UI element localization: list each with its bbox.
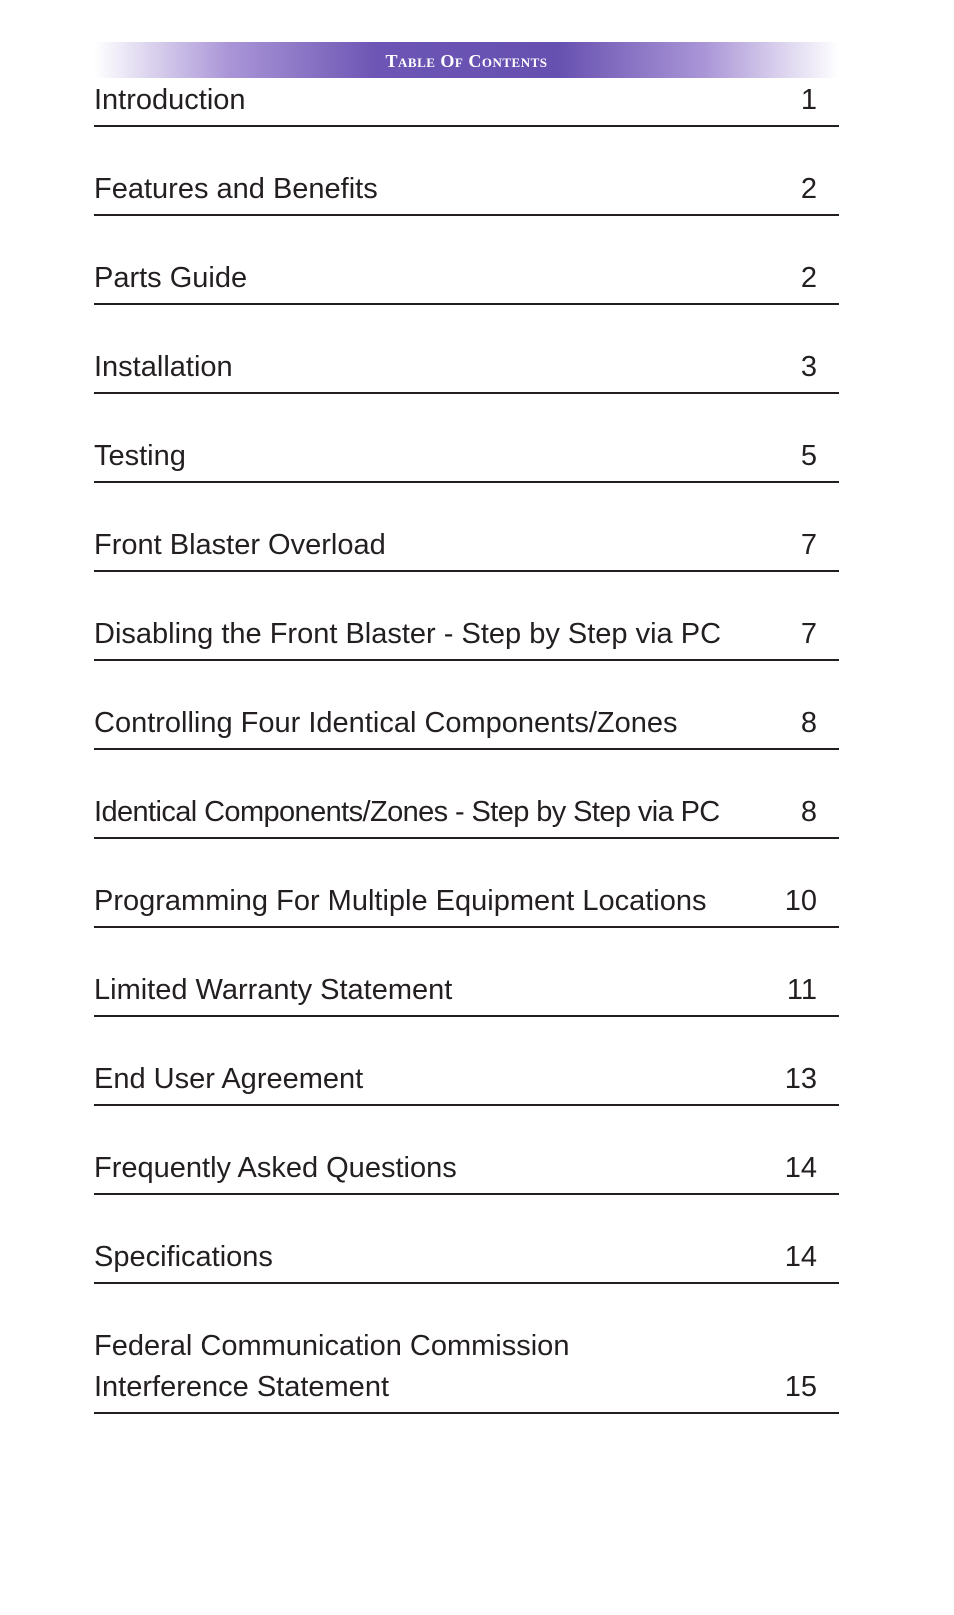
- toc-entry-title: Limited Warranty Statement: [94, 974, 453, 1006]
- toc-header-banner: [94, 42, 839, 78]
- toc-title: Table Of Contents: [385, 51, 548, 71]
- toc-entry-title: Frequently Asked Questions: [94, 1152, 457, 1184]
- toc-entry-limited-warranty[interactable]: [94, 974, 839, 1017]
- toc-entry-title: Installation: [94, 351, 233, 383]
- toc-entry-specifications[interactable]: [94, 1241, 839, 1284]
- toc-entry-end-user-agreement[interactable]: [94, 1063, 839, 1106]
- toc-entry-testing[interactable]: [94, 440, 839, 483]
- toc-entry-features-and-benefits[interactable]: [94, 173, 839, 216]
- toc-entry-page: 7: [800, 529, 817, 561]
- toc-entry-title: Introduction: [94, 84, 246, 116]
- toc-entry-title: Specifications: [94, 1241, 273, 1273]
- toc-entry-title: Controlling Four Identical Components/Zones: [94, 707, 678, 739]
- toc-entry-identical-components-pc[interactable]: [94, 796, 839, 839]
- toc-entry-page: 15: [784, 1371, 817, 1403]
- toc-entry-front-blaster-overload[interactable]: [94, 529, 839, 572]
- toc-entry-page: 14: [784, 1241, 817, 1273]
- toc-entry-page: 2: [800, 262, 817, 294]
- toc-entry-title: Testing: [94, 440, 186, 472]
- toc-entry-faq[interactable]: [94, 1152, 839, 1195]
- toc-entry-page: 13: [784, 1063, 817, 1095]
- toc-entry-page: 11: [786, 974, 817, 1006]
- toc-entry-title-line2: Interference Statement: [94, 1371, 389, 1403]
- toc-entry-title: Programming For Multiple Equipment Locations: [94, 885, 707, 917]
- toc-entry-programming-multiple-locations[interactable]: [94, 885, 839, 928]
- toc-entry-fcc-statement[interactable]: [94, 1330, 839, 1414]
- toc-entry-controlling-four-components[interactable]: [94, 707, 839, 750]
- toc-entry-title: Disabling the Front Blaster - Step by Step via PC: [94, 618, 722, 650]
- toc-entry-introduction[interactable]: [94, 84, 839, 127]
- toc-entry-title: Front Blaster Overload: [94, 529, 386, 561]
- toc-entry-title: Identical Components/Zones - Step by Step via PC: [94, 796, 720, 828]
- toc-entry-page: 1: [800, 84, 817, 116]
- toc-entry-parts-guide[interactable]: [94, 262, 839, 305]
- toc-entry-title: End User Agreement: [94, 1063, 364, 1095]
- toc-entry-title: Parts Guide: [94, 262, 248, 294]
- toc-entry-disabling-front-blaster[interactable]: [94, 618, 839, 661]
- toc-entry-page: 14: [784, 1152, 817, 1184]
- toc-entry-title-line1: Federal Communication Commission: [94, 1330, 570, 1362]
- toc-entry-page: 3: [800, 351, 817, 383]
- toc-entry-installation[interactable]: [94, 351, 839, 394]
- toc-entry-page: 8: [800, 796, 817, 828]
- toc-entry-page: 7: [800, 618, 817, 650]
- toc-entry-page: 10: [784, 885, 817, 917]
- toc-entry-page: 8: [800, 707, 817, 739]
- toc-entry-title: Features and Benefits: [94, 173, 378, 205]
- toc-entry-page: 5: [800, 440, 817, 472]
- toc-entry-page: 2: [800, 173, 817, 205]
